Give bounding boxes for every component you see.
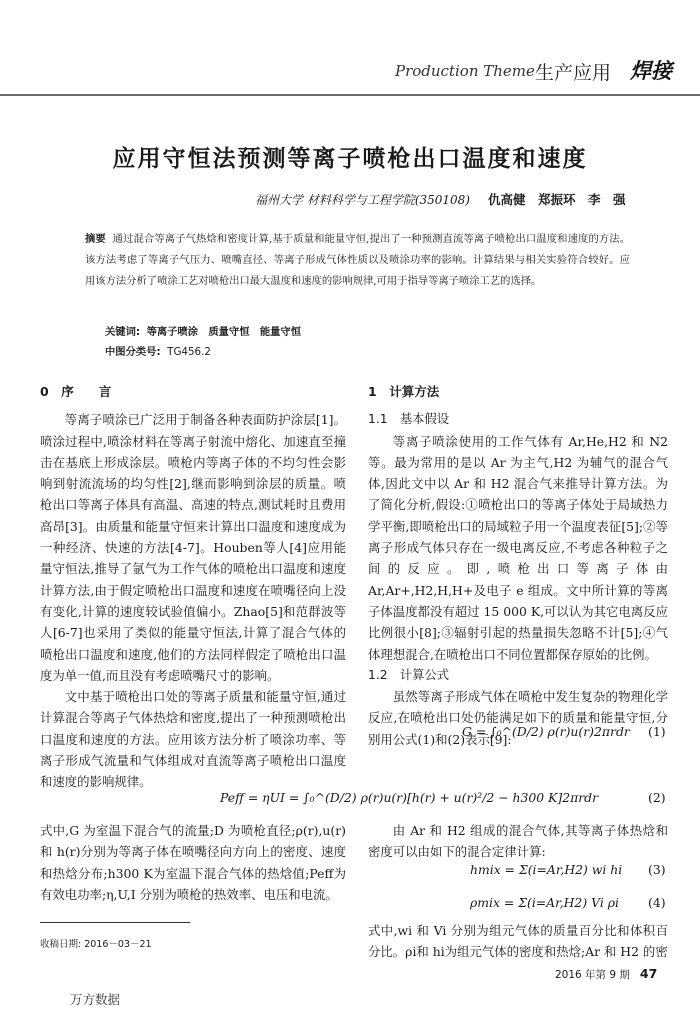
equation-1: G = ∫₀^(D/2) ρ(r)u(r)2πrdr [462,724,630,739]
abstract [85,229,630,292]
received-date: 收稿日期: 2016－03－21 [40,939,152,950]
journal-logo: 焊接 [630,58,672,83]
clc-number: 中图分类号: TG456.2 [105,346,211,358]
variables-paragraph: 式中,wi 和 Vi 分别为组元气体的质量百分比和体积百分比。ρi和 hi为组元气体的密度和热焓;Ar 和 H2 的密 [368,923,668,960]
formula-intro-paragraph: 虽然等离子形成气体在喷枪中发生复杂的物理化学反应,在喷枪出口处仍能满足如下的质量和能量守恒,分别用公式(1)和(2)表示[9]: [368,689,668,747]
header-section-title: 生产应用 [535,62,612,84]
watermark: 万方数据 [70,992,121,1007]
equation-3-number: (3) [648,862,666,877]
section-1-2-title: 1.2 计算公式 [368,667,450,682]
issue-label: 2016 年第 9 期 [555,969,630,981]
page-info [555,966,657,982]
keywords: 关键词: 等离子喷涂 质量守恒 能量守恒 [105,326,302,338]
affiliation: 福州大学 材料科学与工程学院(350108) [255,193,470,207]
right-column-bottom [368,920,668,963]
authors: 仇高健 郑振环 李 强 [488,192,626,207]
equation-4-number: (4) [648,895,666,910]
right-column-upper [368,381,668,750]
equation-2-number: (2) [648,790,666,805]
abstract-text: 通过混合等离子气热焓和密度计算,基于质量和能量守恒,提出了一种预测直流等离子喷枪出口温度和速度的方法。该方法考虑了等离子气压力、喷嘴直径、等离子形成气体性质以及喷涂功率的影响。计算结果与相关实验符合较好。应用该方法分析了喷涂工艺对喷枪出口最大温度和速度的影响规律,可用于指导等离子喷涂工艺的选择。 [85,233,631,287]
header-rule [0,94,700,96]
right-column-lower [368,820,668,863]
section-0-title: 0 序 言 [40,384,112,399]
equation-1-number: (1) [648,724,666,739]
footnote-rule [40,922,190,923]
left-column-lower [40,820,346,905]
assumptions-paragraph: 等离子喷涂使用的工作气体有 Ar,He,H2 和 N2 等。最为常用的是以 Ar 为主气,H2 为辅气的混合气体,因此文中以 Ar 和 H2 混合气来推导计算方法。为了简化分析,假设:①喷枪出口的等离子体处于局域热力学平衡,即喷枪出口的局域粒子用一个温度表征[5];②等离子形成气体只存在一级电离反应,不考虑各种粒子之间的反应。即,喷枪出口等离子体由 Ar,Ar+,H2,H,H+及电子 e 组成。文中所计算的等离子体温度都没有超过 15 000 K,可以认为其它电离反应比例很小[8];③辐射引起的热量损失忽略不计[5];④气体理想混合,在喷枪出口不同位置都保存原始的比例。 [368,433,668,662]
article-title: 应用守恒法预测等离子喷枪出口温度和速度 [112,146,588,172]
section-1-title: 1 计算方法 [368,384,440,399]
intro-paragraph-2: 文中基于喷枪出口处的等离子质量和能量守恒,通过计算混合等离子气体热焓和密度,提出了一种预测喷枪出口温度和速度的方法。应用该方法分析了喷涂功率、等离子形成气流量和气体组成对直流等离子喷枪出口温度和速度的影响规律。 [40,689,346,790]
mixing-law-paragraph: 由 Ar 和 H2 组成的混合气体,其等离子体热焓和密度可以由如下的混合定律计算: [368,823,668,860]
intro-paragraph-1: 等离子喷涂已广泛用于制备各种表面防护涂层[1]。喷涂过程中,喷涂材料在等离子射流中熔化、加速直至撞击在基底上形成涂层。喷枪内等离子体的不均匀性会影响到射流流场的均匀性[2],继而影响到涂层的质量。喷枪出口等离子体具有高温、高速的特点,测试耗时且费用高昂[3]。由质量和能量守恒来计算出口温度和速度成为一种经济、快速的方法[4-7]。Houben等人[4]应用能量守恒法,推导了氩气为工作气体的喷枪出口温度和速度计算方法,由于假定喷枪出口温度和速度在喷嘴径向上没有变化,计算的速度较试验值偏小。Zhao[5]和范群波等人[6-7]也采用了类似的能量守恒法,计算了混合气体的喷枪出口温度和速度,他们的方法同样假定了喷枪出口温度为单一值,而且没有考虑喷嘴尺寸的影响。 [40,412,346,683]
header-english-title: Production Theme [395,62,535,80]
left-column [40,381,346,793]
equation-2: Peff = ηUI = ∫₀^(D/2) ρ(r)u(r)[h(r) + u(r)²/2 − h300 K]2πrdr [220,790,599,805]
section-1-1-title: 1.1 基本假设 [368,412,450,427]
page-number: 47 [639,966,658,981]
equation-4: ρmix = Σ(i=Ar,H2) Vi ρi [470,895,619,910]
abstract-label: 摘要 [85,233,106,245]
equation-2-explanation: 式中,G 为室温下混合气的流量;D 为喷枪直径;ρ(r),u(r)和 h(r)分别为等离子体在喷嘴径向方向上的密度、速度和热焓分布;h300 K为室温下混合气体的热焓值;Peff为有效电功率;η,U,I 分别为喷枪的热效率、电压和电流。 [40,823,346,902]
equation-3: hmix = Σ(i=Ar,H2) wi hi [470,862,623,877]
